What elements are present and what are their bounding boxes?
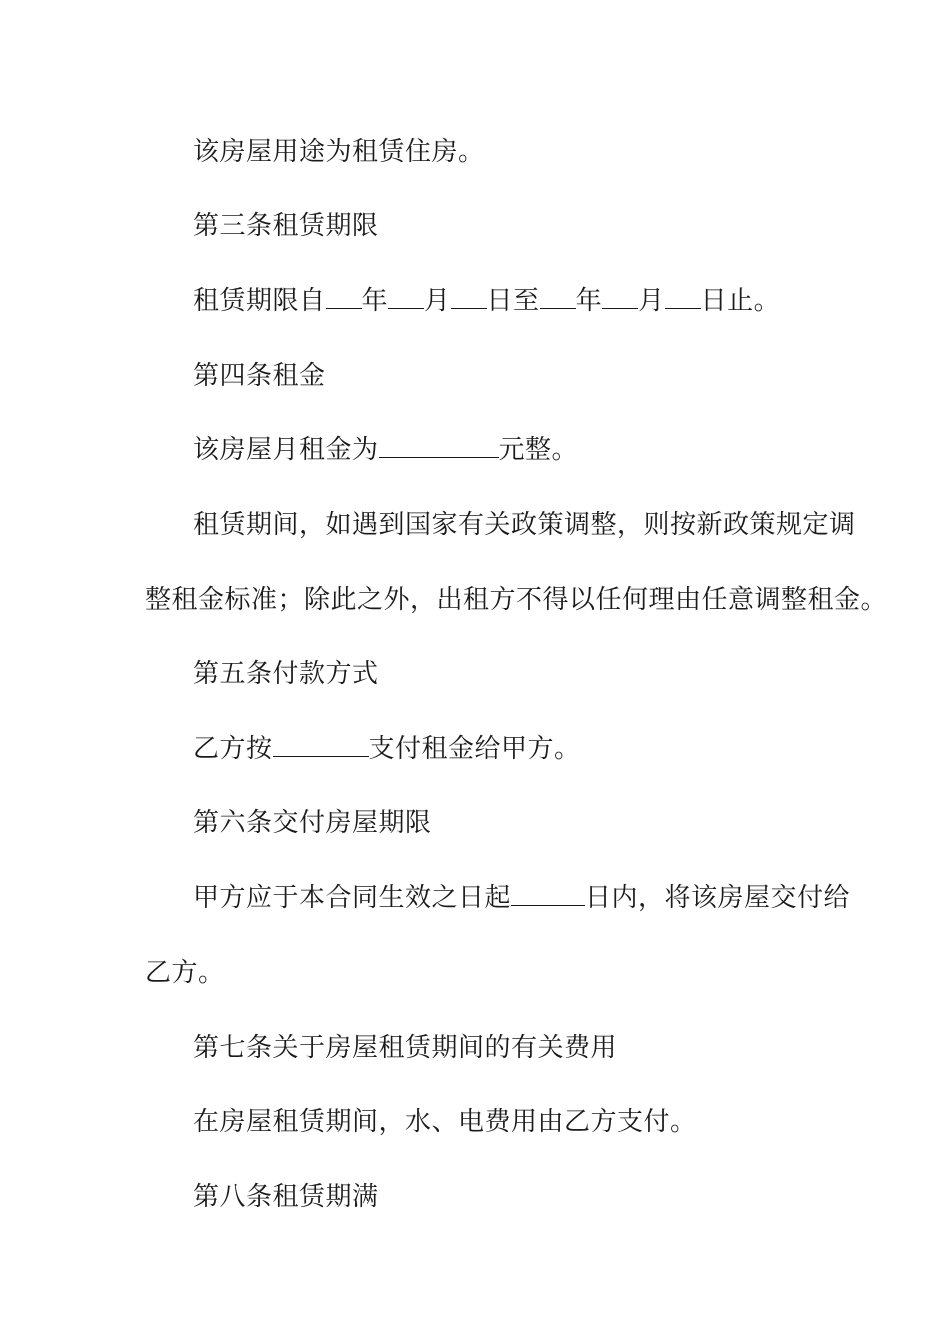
text-segment: 月: [638, 286, 665, 316]
paragraph-delivery-line1: [145, 880, 873, 916]
heading-article-6: 第六条交付房屋期限: [193, 808, 432, 838]
text-segment: 乙方按: [193, 734, 273, 764]
text-segment: 该房屋月租金为: [193, 435, 379, 465]
paragraph-lease-term: [145, 283, 873, 319]
blank-start-year: [326, 286, 362, 309]
text-segment: 年: [361, 286, 389, 316]
text-segment: 元整。: [498, 435, 579, 465]
text-segment: 日止。: [700, 286, 781, 316]
blank-end-day: [665, 286, 701, 309]
paragraph-delivery-line2: 乙方。: [145, 958, 225, 988]
text-segment: 甲方应于本合同生效之日起: [193, 883, 512, 913]
blank-rent-amount: [379, 435, 499, 458]
heading-article-7: 第七条关于房屋租赁期间的有关费用: [193, 1033, 618, 1063]
heading-article-3: 第三条租赁期限: [193, 211, 379, 241]
text-segment: 日内，将该房屋交付给: [585, 883, 851, 913]
blank-payment-method: [273, 734, 369, 757]
paragraph-payment: [145, 731, 873, 767]
paragraph-rent-adjust-line2: 整租金标准；除此之外，出租方不得以任何理由任意调整租金。: [145, 585, 888, 615]
text-segment: 月: [424, 286, 451, 316]
heading-article-5: 第五条付款方式: [193, 659, 379, 689]
text-segment: 租赁期限自: [193, 286, 326, 316]
text-segment: 年: [575, 286, 603, 316]
text-segment: 日至: [486, 286, 540, 316]
paragraph-usage: 该房屋用途为租赁住房。: [193, 137, 485, 167]
blank-end-month: [602, 286, 638, 309]
paragraph-fees: 在房屋租赁期间，水、电费用由乙方支付。: [193, 1107, 697, 1137]
blank-end-year: [540, 286, 576, 309]
heading-article-8: 第八条租赁期满: [193, 1182, 379, 1212]
paragraph-rent-adjust-line1: 租赁期间，如遇到国家有关政策调整，则按新政策规定调: [193, 510, 856, 540]
blank-delivery-days: [511, 883, 585, 906]
blank-start-month: [388, 286, 424, 309]
blank-start-day: [451, 286, 487, 309]
text-segment: 支付租金给甲方。: [368, 734, 581, 764]
paragraph-rent: [145, 432, 873, 468]
heading-article-4: 第四条租金: [193, 361, 326, 391]
